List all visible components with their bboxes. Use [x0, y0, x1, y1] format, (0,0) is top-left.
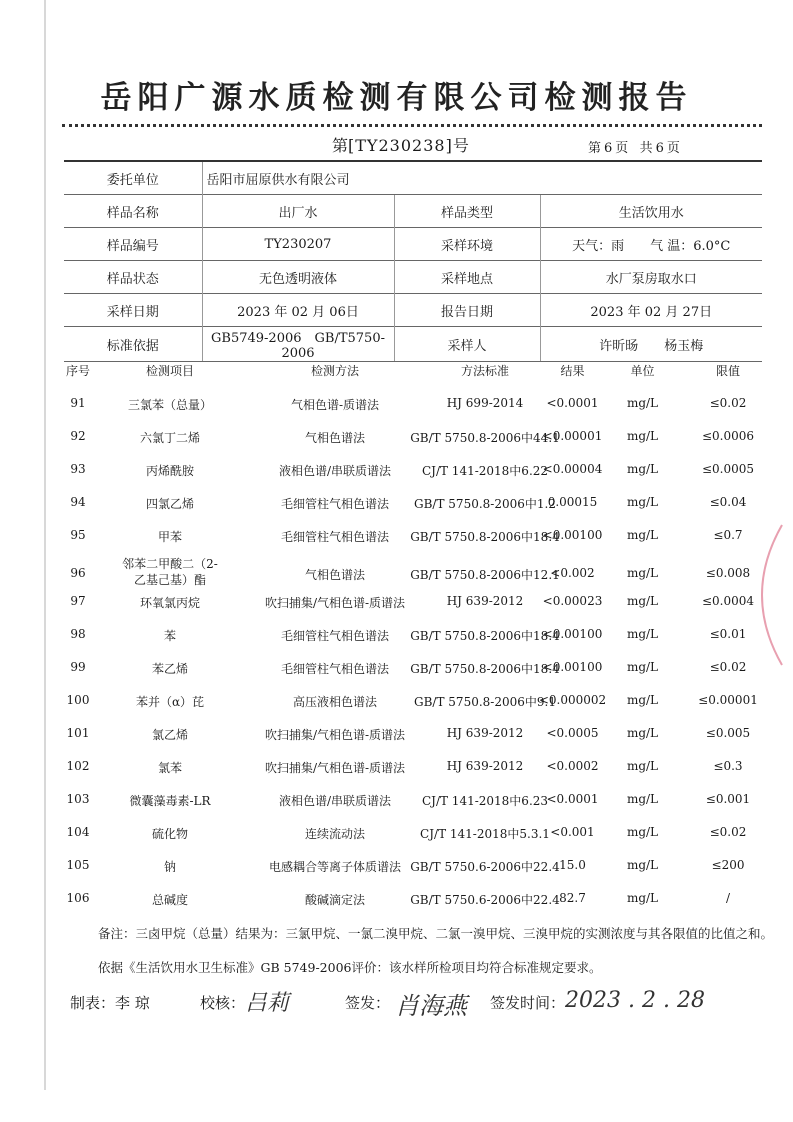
sample-type-value: 生活饮用水: [540, 195, 762, 228]
col-header-standard: 方法标准: [460, 364, 509, 378]
row-standard: CJ/T 141-2018中5.3.1: [420, 827, 550, 841]
col-header-limit: 限值: [715, 364, 740, 378]
prepared-by: 制表：李 琼: [70, 994, 150, 1012]
row-item: 钠: [163, 860, 176, 874]
row-item: 总碱度: [151, 893, 188, 907]
sample-id-label: 样品编号: [64, 228, 202, 261]
state-value: 无色透明液体: [202, 261, 394, 294]
row-limit: ≤0.04: [709, 495, 747, 509]
row-standard: GB/T 5750.8-2006中9.1: [414, 695, 556, 709]
row-item: 氯苯: [157, 761, 182, 775]
approval-date-handwritten: 2023 . 2 . 28: [565, 988, 705, 1013]
row-method: 吹扫捕集/气相色谱-质谱法: [264, 728, 406, 742]
row-standard: GB/T 5750.8-2006中1.2: [414, 497, 556, 511]
row-unit: mg/L: [626, 858, 659, 872]
row-result: <0.00100: [542, 627, 603, 641]
row-unit: mg/L: [626, 495, 659, 509]
row-result: 82.7: [559, 891, 586, 905]
row-no: 106: [66, 891, 90, 905]
row-limit: ≤0.3: [713, 759, 743, 773]
col-header-unit: 单位: [630, 364, 655, 378]
row-method: 吹扫捕集/气相色谱-质谱法: [264, 596, 406, 610]
row-item: 四氯乙烯: [145, 497, 194, 511]
row-item: 环氧氯丙烷: [139, 596, 200, 610]
client-value: 岳阳市屈原供水有限公司: [202, 161, 762, 195]
row-unit: mg/L: [626, 566, 659, 580]
basis-label: 标准依据: [64, 327, 202, 362]
row-no: 104: [66, 825, 90, 839]
row-no: 92: [70, 429, 86, 443]
row-result: <0.00023: [542, 594, 603, 608]
row-item: 苯并（α）芘: [135, 695, 205, 709]
row-method: 酸碱滴定法: [304, 893, 365, 907]
row-item-line: 邻苯二甲酸二（2-: [122, 557, 218, 571]
row-item: 硫化物: [151, 827, 188, 841]
sample-type-label: 样品类型: [394, 195, 540, 228]
checked-label: 校核：: [200, 994, 246, 1012]
row-result: <0.0002: [546, 759, 599, 773]
sample-id-value: TY230207: [202, 228, 394, 261]
col-header-result: 结果: [560, 364, 585, 378]
client-label: 委托单位: [64, 161, 202, 195]
seal-arc: [762, 525, 782, 665]
row-standard: HJ 639-2012: [446, 594, 524, 608]
row-method: 毛细管柱气相色谱法: [280, 497, 389, 511]
row-result: <0.002: [550, 566, 595, 580]
row-unit: mg/L: [626, 462, 659, 476]
row-standard: GB/T 5750.8-2006中44.1: [410, 431, 560, 445]
row-standard: GB/T 5750.8-2006中18.4: [410, 530, 560, 544]
row-result: <0.00004: [542, 462, 603, 476]
row-item: 氯乙烯: [151, 728, 188, 742]
row-item: 三氯苯（总量）: [127, 398, 212, 412]
row-unit: mg/L: [626, 825, 659, 839]
row-result: <0.00100: [542, 660, 603, 674]
page-total: 6: [655, 141, 664, 156]
env-value: 天气：雨 气 温：6.0°C: [540, 228, 762, 261]
page-label: 共: [639, 141, 653, 156]
row-item: [100, 556, 240, 588]
report-number-suffix: 号: [452, 136, 469, 155]
col-header-item: 检测项目: [145, 364, 194, 378]
row-item: 甲苯: [157, 530, 182, 544]
approved-label: 签发：: [345, 994, 391, 1012]
row-method: 高压液相色谱法: [292, 695, 377, 709]
page-indicator: [588, 137, 683, 156]
row-no: 94: [70, 495, 86, 509]
row-result: 0.00015: [547, 495, 598, 509]
row-result: <0.00001: [542, 429, 603, 443]
state-label: 样品状态: [64, 261, 202, 294]
sampling-date-label: 采样日期: [64, 294, 202, 327]
row-result: <0.0001: [546, 792, 599, 806]
row-limit: ≤0.00001: [698, 693, 758, 707]
row-item: 微囊藻毒素-LR: [129, 794, 211, 808]
row-method: 毛细管柱气相色谱法: [280, 662, 389, 676]
row-item: 六氯丁二烯: [139, 431, 200, 445]
row-result: <0.00100: [542, 528, 603, 542]
row-no: 100: [66, 693, 90, 707]
row-standard: GB/T 5750.8-2006中18.4: [410, 629, 560, 643]
row-result: <0.001: [550, 825, 595, 839]
sample-name-value: 出厂水: [202, 195, 394, 228]
row-method: 气相色谱法: [304, 568, 365, 582]
signature-row: [70, 990, 770, 1030]
row-no: 93: [70, 462, 86, 476]
row-standard: HJ 639-2012: [446, 726, 524, 740]
row-limit: ≤0.02: [709, 396, 747, 410]
row-result: <0.000002: [538, 693, 607, 707]
row-standard: CJ/T 141-2018中6.22: [421, 464, 549, 478]
row-unit: mg/L: [626, 528, 659, 542]
page-label: 页: [666, 141, 680, 156]
row-item: 丙烯酰胺: [145, 464, 194, 478]
remark-note: 备注：三卤甲烷（总量）结果为：三氯甲烷、一氯二溴甲烷、二氯一溴甲烷、三溴甲烷的实测浓度与其各限值的比值之和。: [98, 926, 774, 941]
row-item-line: 乙基己基）酯: [133, 573, 206, 587]
report-number: [332, 133, 469, 156]
sample-info-table: [64, 160, 762, 362]
report-number-value: [TY230238]: [348, 136, 453, 155]
row-unit: mg/L: [626, 660, 659, 674]
row-standard: GB/T 5750.8-2006中18.4: [410, 662, 560, 676]
row-limit: ≤0.0004: [701, 594, 755, 608]
page-label: 页: [615, 141, 629, 156]
sample-name-label: 样品名称: [64, 195, 202, 228]
location-label: 采样地点: [394, 261, 540, 294]
row-standard: HJ 639-2012: [446, 759, 524, 773]
page-current: 6: [604, 141, 613, 156]
row-limit: ≤200: [711, 858, 745, 872]
report-title: 岳阳广源水质检测有限公司检测报告: [100, 80, 693, 116]
row-method: 连续流动法: [304, 827, 365, 841]
approved-signature: 肖海燕: [395, 992, 467, 1020]
row-result: <0.0001: [546, 396, 599, 410]
report-number-prefix: 第: [332, 136, 349, 155]
row-method: 毛细管柱气相色谱法: [280, 530, 389, 544]
row-unit: mg/L: [626, 627, 659, 641]
row-limit: ≤0.001: [705, 792, 751, 806]
row-no: 105: [66, 858, 90, 872]
scan-edge: [44, 0, 46, 1090]
row-method: 毛细管柱气相色谱法: [280, 629, 389, 643]
row-item: 苯: [163, 629, 176, 643]
row-method: 吹扫捕集/气相色谱-质谱法: [264, 761, 406, 775]
row-unit: mg/L: [626, 891, 659, 905]
sampler-label: 采样人: [394, 327, 540, 362]
row-no: 91: [70, 396, 86, 410]
location-value: 水厂泵房取水口: [540, 261, 762, 294]
report-date-label: 报告日期: [394, 294, 540, 327]
row-no: 96: [70, 566, 86, 580]
row-no: 95: [70, 528, 86, 542]
row-no: 99: [70, 660, 86, 674]
row-method: 气相色谱法: [304, 431, 365, 445]
row-limit: ≤0.02: [709, 660, 747, 674]
row-standard: GB/T 5750.6-2006中22.4: [410, 893, 560, 907]
row-result: <0.0005: [546, 726, 599, 740]
row-method: 气相色谱-质谱法: [290, 398, 380, 412]
row-limit: ≤0.0006: [701, 429, 755, 443]
row-unit: mg/L: [626, 396, 659, 410]
row-limit: ≤0.005: [705, 726, 751, 740]
row-unit: mg/L: [626, 429, 659, 443]
col-header-method: 检测方法: [310, 364, 359, 378]
row-limit: /: [725, 891, 731, 905]
sampling-date-value: 2023 年 02 月 06日: [202, 294, 394, 327]
row-no: 101: [66, 726, 90, 740]
company-seal-stamp: [752, 520, 793, 670]
row-standard: GB/T 5750.6-2006中22.4: [410, 860, 560, 874]
row-method: 液相色谱/串联质谱法: [278, 794, 392, 808]
env-label: 采样环境: [394, 228, 540, 261]
row-no: 97: [70, 594, 86, 608]
row-limit: ≤0.0005: [701, 462, 755, 476]
row-method: 电感耦合等离子体质谱法: [268, 860, 401, 874]
approval-date-label: 签发时间：: [490, 994, 566, 1012]
row-limit: ≤0.02: [709, 825, 747, 839]
row-unit: mg/L: [626, 594, 659, 608]
page-label: 第: [588, 141, 602, 156]
basis-value: GB5749-2006 GB/T5750-2006: [202, 327, 394, 362]
row-limit: ≤0.7: [713, 528, 743, 542]
row-no: 98: [70, 627, 86, 641]
row-unit: mg/L: [626, 693, 659, 707]
col-header-no: 序号: [65, 364, 90, 378]
row-unit: mg/L: [626, 792, 659, 806]
checked-signature: 吕莉: [245, 991, 290, 1016]
row-standard: CJ/T 141-2018中6.23: [421, 794, 549, 808]
row-result: 15.0: [559, 858, 586, 872]
row-unit: mg/L: [626, 726, 659, 740]
row-unit: mg/L: [626, 759, 659, 773]
row-no: 102: [66, 759, 90, 773]
row-standard: HJ 699-2014: [446, 396, 524, 410]
row-item: 苯乙烯: [151, 662, 188, 676]
row-limit: ≤0.008: [705, 566, 751, 580]
report-date-value: 2023 年 02 月 27日: [540, 294, 762, 327]
row-standard: GB/T 5750.8-2006中12.1: [410, 568, 560, 582]
row-limit: ≤0.01: [709, 627, 747, 641]
sampler-value: 许昕旸 杨玉梅: [540, 327, 762, 362]
title-rule: [62, 124, 762, 127]
row-no: 103: [66, 792, 90, 806]
evaluation-note: 依据《生活饮用水卫生标准》GB 5749-2006评价：该水样所检项目均符合标准规定要求。: [98, 960, 602, 975]
row-method: 液相色谱/串联质谱法: [278, 464, 392, 478]
